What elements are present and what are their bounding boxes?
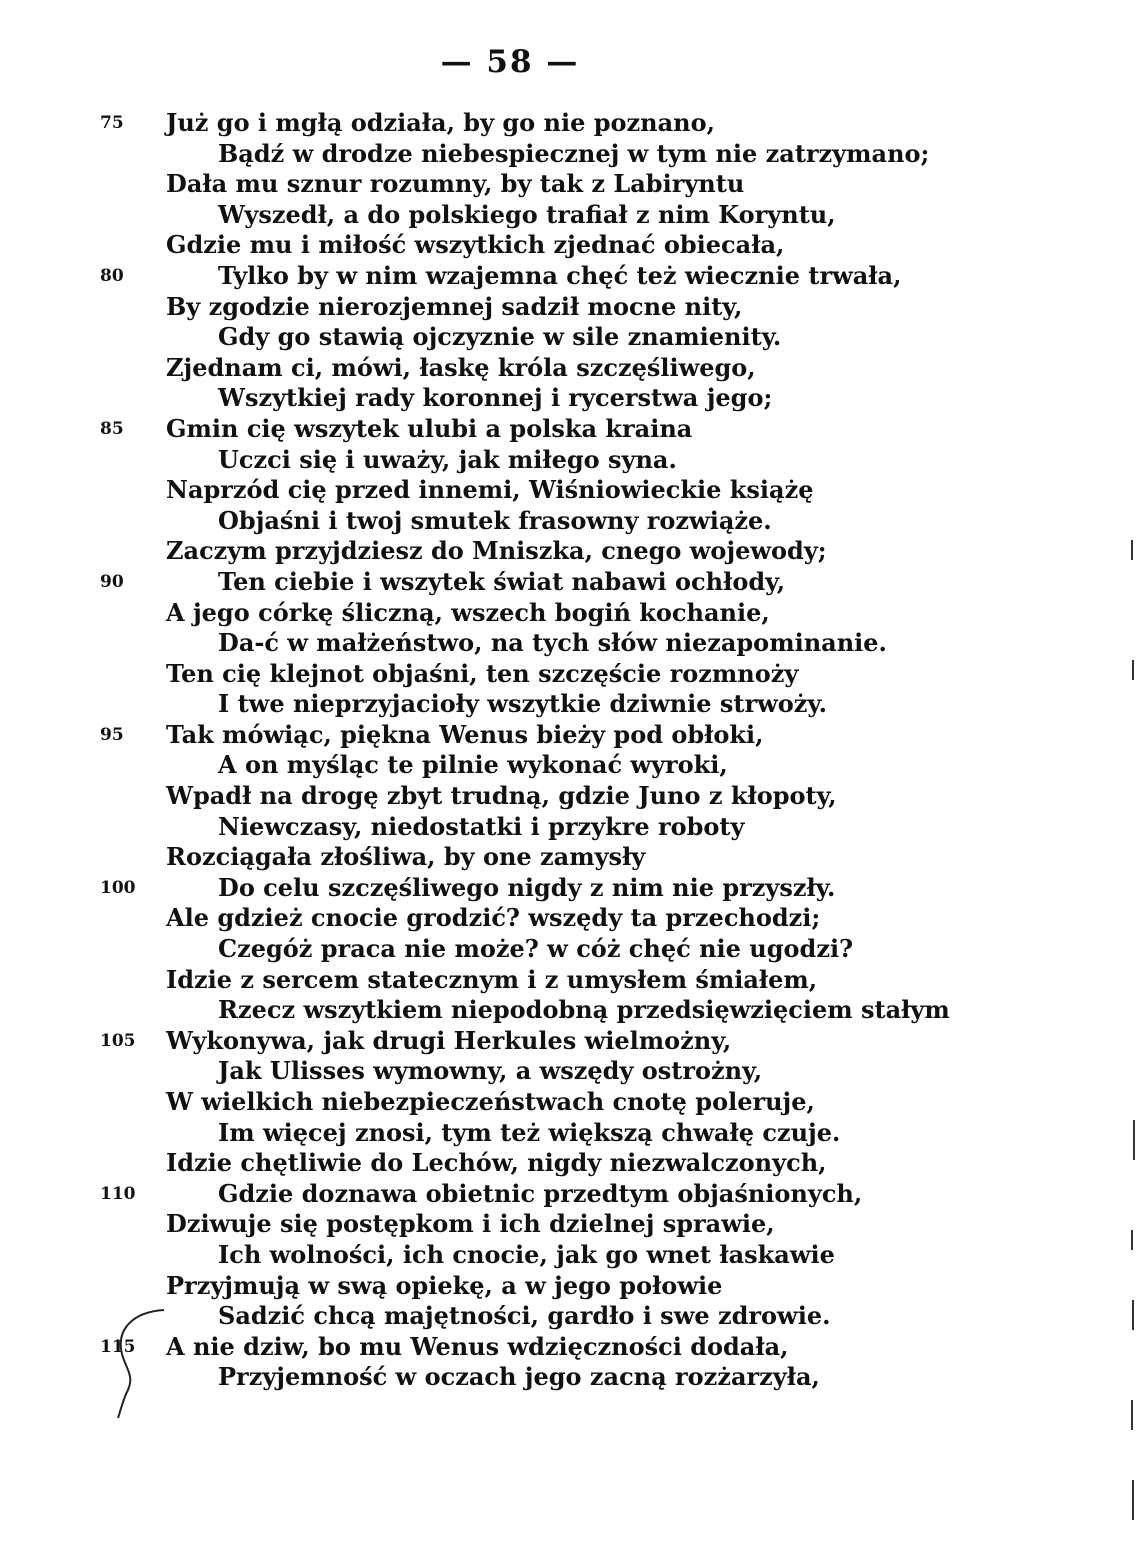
verse-line <box>0 353 1140 384</box>
page-number: — 58 — <box>440 44 580 80</box>
verse-text: Idzie chętliwie do Lechów, nigdy niezwalczonych, <box>166 1148 827 1178</box>
verse-line <box>0 842 1140 873</box>
verse-text: Objaśni i twoj smutek frasowny rozwiąże. <box>218 505 772 535</box>
verse-line <box>0 903 1140 934</box>
verse-line <box>0 689 1140 720</box>
verse-line <box>0 230 1140 261</box>
verse-line <box>0 200 1140 231</box>
verse-text: Dała mu sznur rozumny, by tak z Labiryntu <box>166 169 745 199</box>
verse-line <box>0 1240 1140 1271</box>
verse-line <box>0 659 1140 690</box>
verse-text: Da-ć w małżeństwo, na tych słów niezapominanie. <box>218 628 887 658</box>
line-number: 115 <box>100 1336 136 1357</box>
verse-line <box>0 1271 1140 1302</box>
verse-text: Gmin cię wszytek ulubi a polska kraina <box>166 413 693 443</box>
verse-text: Dziwuje się postępkom i ich dzielnej sprawie, <box>166 1209 775 1239</box>
verse-text: I twe nieprzyjacioły wszytkie dziwnie strwoży. <box>218 689 827 719</box>
verse-line <box>0 139 1140 170</box>
verse-text: A nie dziw, bo mu Wenus wdzięczności dodała, <box>166 1331 789 1361</box>
verse-line <box>0 995 1140 1026</box>
line-number: 75 <box>100 113 124 133</box>
verse-line <box>0 506 1140 537</box>
verse-line <box>0 628 1140 659</box>
verse-text: Czegóż praca nie może? w cóż chęć nie ugodzi? <box>218 934 854 964</box>
verse-text: Naprzód cię przed innemi, Wiśniowieckie książę <box>166 475 814 505</box>
verse-line <box>0 1118 1140 1149</box>
verse-text: Wyszedł, a do polskiego trafiał z nim Koryntu, <box>218 199 836 229</box>
page-edge-marks <box>1120 0 1140 1567</box>
verse-line <box>0 169 1140 200</box>
verse-text: Sadzić chcą majętności, gardło i swe zdrowie. <box>218 1301 831 1331</box>
verse-text: Ten ciebie i wszytek świat nabawi ochłody, <box>218 566 786 596</box>
verse-text: A jego córkę śliczną, wszech bogiń kochanie, <box>166 597 770 627</box>
verse-line <box>0 598 1140 629</box>
verse-line <box>0 720 1140 751</box>
verse-line <box>0 965 1140 996</box>
verse-line <box>0 1148 1140 1179</box>
verse-text: Wykonywa, jak drugi Herkules wielmożny, <box>166 1025 732 1055</box>
verse-text: A on myśląc te pilnie wykonać wyroki, <box>218 750 728 780</box>
verse-text: Do celu szczęśliwego nigdy z nim nie przyszły. <box>218 872 836 902</box>
verse-text: Ich wolności, ich cnocie, jak go wnet łaskawie <box>218 1239 835 1269</box>
verse-line <box>0 445 1140 476</box>
line-number: 95 <box>100 724 124 745</box>
verse-text: Ten cię klejnot objaśni, ten szczęście rozmnoży <box>166 658 799 688</box>
verse-line <box>0 934 1140 965</box>
verse-text: Tak mówiąc, piękna Wenus bieży pod obłoki, <box>166 719 764 749</box>
verse-text: Tylko by w nim wzajemna chęć też wiecznie trwała, <box>218 260 902 290</box>
verse-text: Idzie z sercem statecznym i z umysłem śmiałem, <box>166 964 818 994</box>
verse-text: W wielkich niebezpieczeństwach cnotę poleruje, <box>166 1087 815 1116</box>
line-number: 90 <box>100 571 124 592</box>
verse-line <box>0 812 1140 843</box>
verse-text: Już go i mgłą odziała, by go nie poznano, <box>166 108 715 137</box>
verse-line <box>0 536 1140 567</box>
verse-text: Jak Ulisses wymowny, a wszędy ostrożny, <box>218 1056 763 1086</box>
verse-text: By zgodzie nierozjemnej sadził mocne nity, <box>166 291 743 321</box>
verse-text: Gdy go stawią ojczyznie w sile znamienity. <box>218 322 782 352</box>
line-number: 110 <box>100 1183 136 1204</box>
poem-text <box>0 108 1140 1393</box>
verse-text: Bądź w drodze niebespiecznej w tym nie zatrzymano; <box>218 138 930 168</box>
verse-line <box>0 475 1140 506</box>
verse-text: Zjednam ci, mówi, łaskę króla szczęśliwego, <box>166 352 756 382</box>
verse-line <box>0 383 1140 414</box>
verse-line <box>0 414 1140 445</box>
verse-text: Zaczym przyjdziesz do Mniszka, cnego wojewody; <box>166 536 827 566</box>
verse-line <box>0 1026 1140 1057</box>
line-number: 85 <box>100 418 124 439</box>
verse-line <box>0 1056 1140 1087</box>
verse-line <box>0 567 1140 598</box>
line-number: 80 <box>100 265 124 286</box>
verse-line <box>0 108 1140 139</box>
verse-text: Wszytkiej rady koronnej i rycerstwa jego; <box>218 383 773 413</box>
line-number: 100 <box>100 877 136 898</box>
verse-line <box>0 261 1140 292</box>
verse-text: Gdzie mu i miłość wszytkich zjednać obiecała, <box>166 230 785 260</box>
verse-text: Gdzie doznawa obietnic przedtym objaśnionych, <box>218 1178 863 1208</box>
verse-text: Przyjemność w oczach jego zacną rozżarzyła, <box>218 1362 820 1392</box>
line-number: 105 <box>100 1030 136 1051</box>
verse-text: Ale gdzież cnocie grodzić? wszędy ta przechodzi; <box>166 903 821 933</box>
verse-line <box>0 750 1140 781</box>
verse-line <box>0 1087 1140 1118</box>
verse-text: Wpadł na drogę zbyt trudną, gdzie Juno z kłopoty, <box>166 781 837 811</box>
verse-line <box>0 873 1140 904</box>
verse-line <box>0 292 1140 323</box>
verse-text: Uczci się i uważy, jak miłego syna. <box>218 444 677 474</box>
verse-line <box>0 781 1140 812</box>
verse-line <box>0 322 1140 353</box>
verse-text: Rzecz wszytkiem niepodobną przedsięwzięciem stałym <box>218 995 950 1025</box>
verse-text: Niewczasy, niedostatki i przykre roboty <box>218 811 745 841</box>
handwritten-bracket-mark <box>112 1302 172 1422</box>
verse-text: Rozciągała złośliwa, by one zamysły <box>166 842 646 872</box>
verse-text: Im więcej znosi, tym też większą chwałę czuje. <box>218 1117 841 1147</box>
verse-line <box>0 1179 1140 1210</box>
verse-line <box>0 1209 1140 1240</box>
verse-text: Przyjmują w swą opiekę, a w jego połowie <box>166 1270 723 1300</box>
